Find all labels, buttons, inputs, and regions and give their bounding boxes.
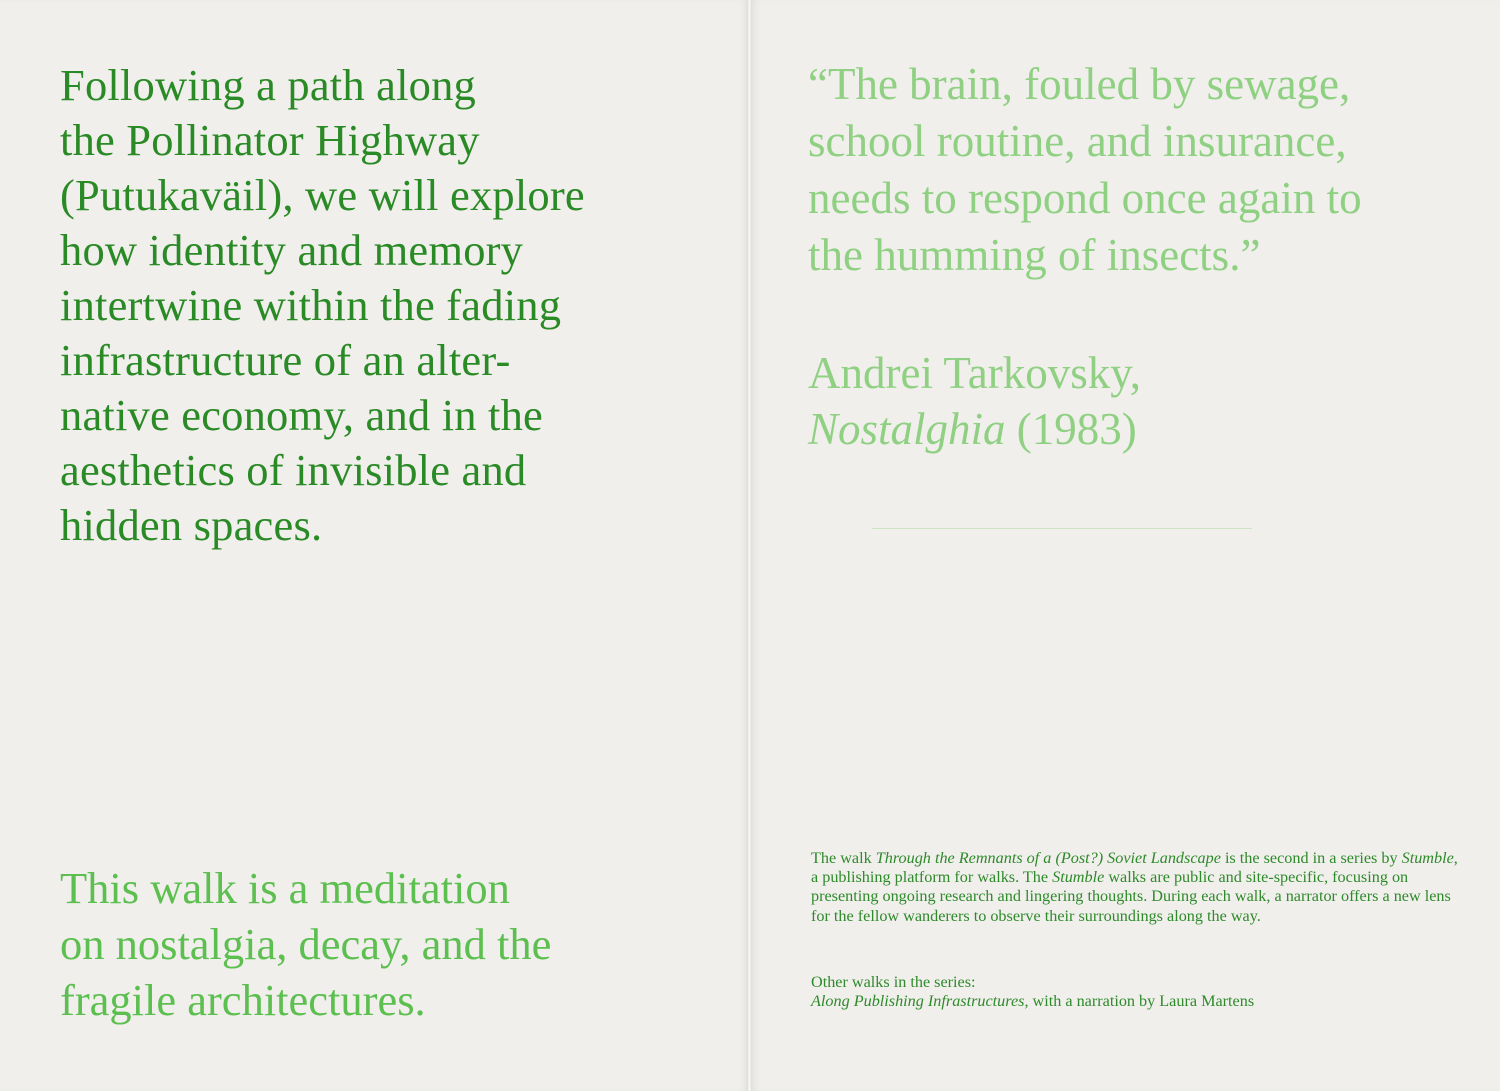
other-walks-heading: Other walks in the series:	[811, 973, 976, 991]
info-text-3: , a publishing platform for walks. The	[811, 849, 1458, 887]
other-walk-narrator: , with a narration by Laura Martens	[1024, 992, 1255, 1011]
other-walk-title: Along Publishing Infrastructures	[811, 992, 1025, 1011]
film-title: Nostalghia	[808, 404, 1006, 454]
publisher-name-2: Stumble	[1052, 868, 1105, 887]
film-year: (1983)	[1016, 404, 1137, 454]
tarkovsky-quote: “The brain, fouled by sewage, school routine, and insurance, needs to respond once again to the humming of insects.”	[808, 59, 1362, 280]
info-text-4: walks are public and site-specific, focusing on presenting ongoing research and lingering thoughts. During each walk, a narrator offers a new lens for the fellow wanderers to observe their surroundings along the way.	[811, 868, 1451, 925]
publisher-name: Stumble	[1401, 849, 1454, 867]
author-name: Andrei Tarkovsky,	[808, 348, 1142, 398]
info-text-2: is the second in a series by	[1220, 849, 1402, 867]
left-page	[0, 0, 748, 1091]
divider-line	[872, 528, 1252, 529]
walk-title: Through the Remnants of a (Post?) Soviet Landscape	[875, 849, 1221, 867]
meditation-statement: This walk is a meditation on nostalgia, decay, and the fragile architectures.	[60, 863, 552, 1025]
info-text-1: The walk	[811, 849, 876, 867]
quote-attribution	[808, 345, 1488, 457]
right-page	[752, 0, 1500, 1091]
series-info-paragraph	[811, 849, 1461, 926]
intro-paragraph: Following a path along the Pollinator Highway (Putukaväil), we will explore how identity and memory intertwine within the fading infrastructure of an alter- native economy, and in the aesthetics of invisible and hidden spaces.	[60, 60, 585, 550]
other-walks	[811, 973, 1461, 1011]
other-walk-item	[811, 992, 1461, 1011]
